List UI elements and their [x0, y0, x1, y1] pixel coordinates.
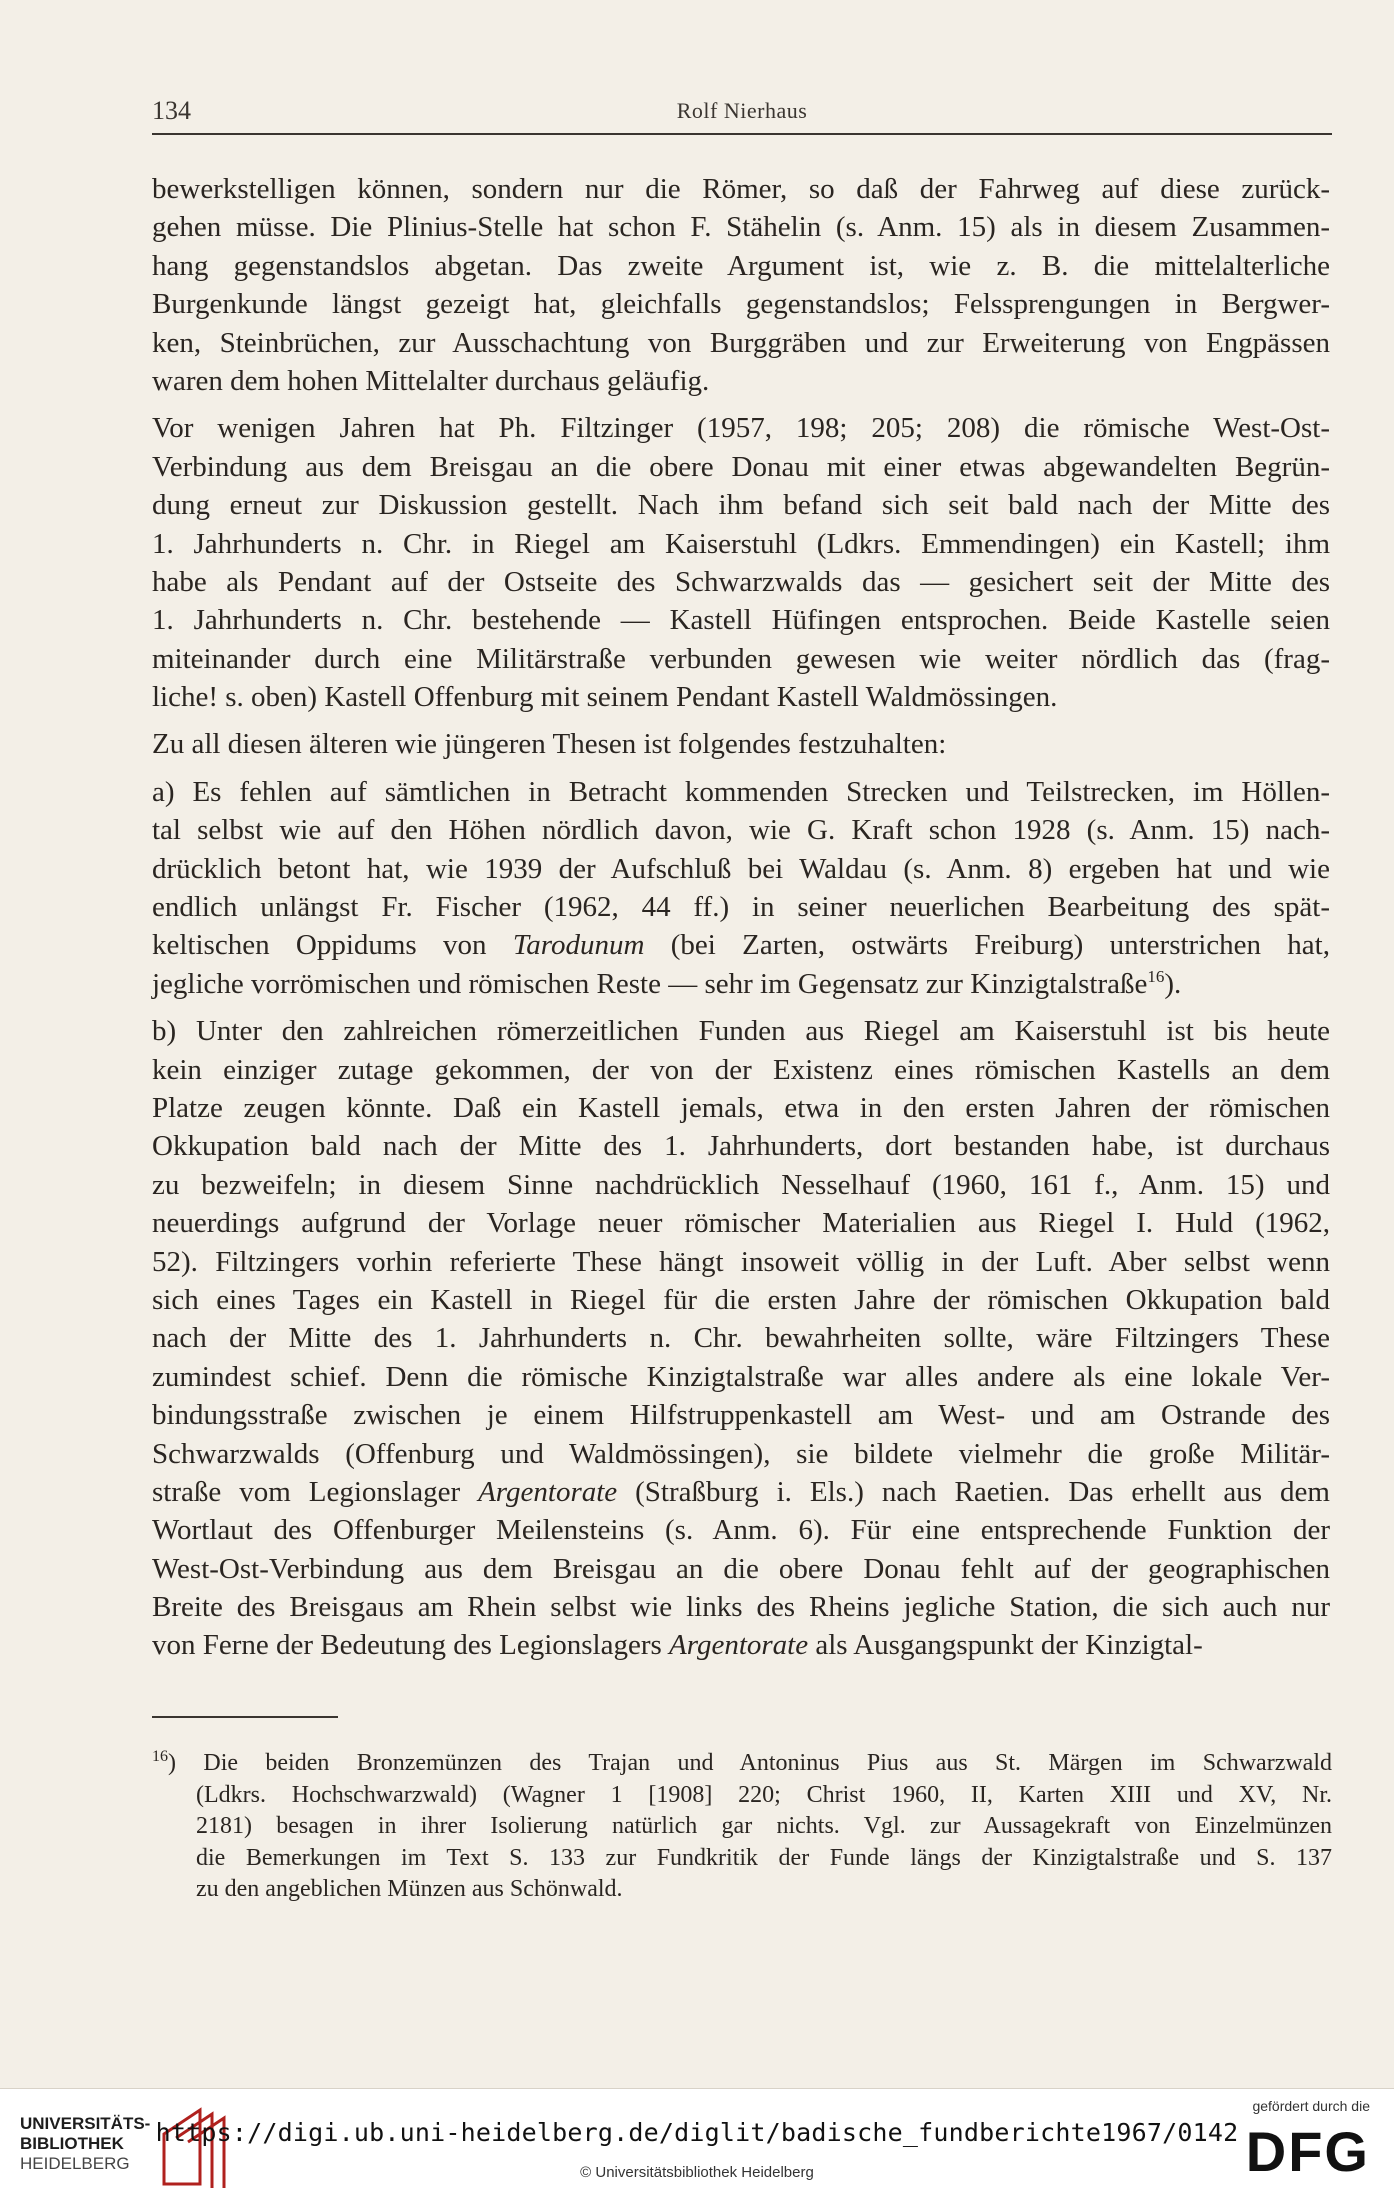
text-line: drücklich betont hat, wie 1939 der Aufschluß bei Waldau (s. Anm. 8) ergeben hat und wie — [152, 852, 1330, 885]
text-line: jegliche vorrömischen und römischen Reste — sehr im Gegensatz zur Kinzigtalstraße$^{16}$). — [152, 966, 1182, 1000]
text-line: a) Es fehlen auf sämtlichen in Betracht kommenden Strecken und Teilstrecken, im Höllen- — [152, 775, 1330, 808]
page-number: 134 — [152, 96, 191, 125]
text-line: 1. Jahrhunderts n. Chr. in Riegel am Kaiserstuhl (Ldkrs. Emmendingen) ein Kastell; ihm — [152, 527, 1330, 560]
paragraph — [152, 409, 1330, 716]
italic-term: Tarodunum — [512, 929, 645, 962]
library-name-line: UNIVERSITÄTS- — [20, 2114, 151, 2133]
footnote-text: Die beiden Bronzemünzen des Trajan und Antoninus Pius aus St. Märgen im Schwarzwald — [203, 1750, 1332, 1776]
text-line: nach der Mitte des 1. Jahrhunderts n. Chr. bewahrheiten sollte, wäre Filtzingers These — [152, 1322, 1330, 1355]
text-line: b) Unter den zahlreichen römerzeitlichen Funden aus Riegel am Kaiserstuhl ist bis heute — [152, 1015, 1330, 1048]
paragraph — [152, 725, 1330, 763]
text-line: von Ferne der Bedeutung des Legionslagers Argentorate als Ausgangspunkt der Kinzigtal- — [152, 1629, 1203, 1662]
text-line: zu bezweifeln; in diesem Sinne nachdrücklich Nesselhauf (1960, 161 f., Anm. 15) und — [152, 1168, 1330, 1201]
running-title: Rolf Nierhaus — [676, 98, 808, 123]
text-line: dung erneut zur Diskussion gestellt. Nach ihm befand sich seit bald nach der Mitte des — [152, 489, 1330, 522]
footnote-line: die Bemerkungen im Text S. 133 zur Fundkritik der Funde längs der Kinzigtalstraße und S. 137 — [196, 1844, 1332, 1871]
text-line: Wortlaut des Offenburger Meilensteins (s. Anm. 6). Für eine entsprechende Funktion der — [152, 1514, 1330, 1547]
text-line: 1. Jahrhunderts n. Chr. bestehende — Kastell Hüfingen entsprochen. Beide Kastelle seien — [152, 604, 1330, 637]
library-name-line: HEIDELBERG — [20, 2154, 130, 2173]
library-name-line: BIBLIOTHEK — [20, 2134, 124, 2153]
running-head — [152, 96, 1332, 136]
digitization-footer — [0, 2088, 1394, 2204]
text-line: bewerkstelligen können, sondern nur die Römer, so daß der Fahrweg auf diese zurück- — [152, 173, 1330, 205]
text-line: endlich unlängst Fr. Fischer (1962, 44 ff.) in seiner neuerlichen Bearbeitung des spät- — [152, 891, 1330, 924]
text-line: neuerdings aufgrund der Vorlage neuer römischer Materialien aus Riegel I. Huld (1962, — [152, 1207, 1330, 1240]
italic-term: Argentorate — [669, 1629, 809, 1662]
copyright-notice: © Universitätsbibliothek Heidelberg — [580, 2164, 814, 2181]
text-line: liche! s. oben) Kastell Offenburg mit seinem Pendant Kastell Waldmössingen. — [152, 681, 1058, 714]
footnote-reference[interactable]: 16 — [1147, 966, 1165, 986]
footnote-rule — [152, 1716, 338, 1718]
text-line: Okkupation bald nach der Mitte des 1. Jahrhunderts, dort bestanden habe, ist durchaus — [152, 1130, 1330, 1163]
source-url-link[interactable]: https://digi.ub.uni-heidelberg.de/diglit/badische_fundberichte1967/0142 — [155, 2118, 1239, 2147]
text-line: Breite des Breisgaus am Rhein selbst wie links des Rheins jegliche Station, die sich auch nur — [152, 1591, 1330, 1624]
footnote-line: (Ldkrs. Hochschwarzwald) (Wagner 1 [1908] 220; Christ 1960, II, Karten XIII und XV, Nr. — [196, 1781, 1332, 1808]
italic-term: Argentorate — [478, 1475, 618, 1508]
paragraph — [152, 1012, 1330, 1665]
text-line: zumindest schief. Denn die römische Kinzigtalstraße war alles andere als eine lokale Ver- — [152, 1360, 1330, 1393]
footnotes — [152, 1748, 1332, 1906]
text-line: miteinander durch eine Militärstraße verbunden gewesen wie weiter nördlich das (frag- — [152, 642, 1330, 675]
text-line: hang gegenstandslos abgetan. Das zweite Argument ist, wie z. B. die mittelalterliche — [152, 249, 1330, 282]
text-line: ken, Steinbrüchen, zur Ausschachtung von Burggräben und zur Erweiterung von Engpässen — [152, 326, 1330, 359]
text-line: habe als Pendant auf der Ostseite des Schwarzwalds das — gesichert seit der Mitte des — [152, 565, 1330, 598]
footnote-line: $^{16}$) Die beiden Bronzemünzen des Trajan und Antoninus Pius aus St. Märgen im Schwarzwald — [152, 1748, 1332, 1776]
text-line: Burgenkunde längst gezeigt hat, gleichfalls gegenstandslos; Felssprengungen in Bergwer- — [152, 288, 1330, 321]
dfg-funding[interactable] — [1220, 2098, 1370, 2194]
text-line: West-Ost-Verbindung aus dem Breisgau an die obere Donau fehlt auf der geographischen — [152, 1552, 1330, 1585]
text-line: Verbindung aus dem Breisgau an die obere Donau mit einer etwas abgewandelten Begrün- — [152, 450, 1330, 483]
text-line: bindungsstraße zwischen je einem Hilfstruppenkastell am West- und am Ostrande des — [152, 1399, 1330, 1432]
text-line: Platze zeugen könnte. Daß ein Kastell jemals, etwa in den ersten Jahren der römischen — [152, 1091, 1330, 1124]
dfg-logo: DFG — [1245, 2120, 1370, 2183]
footnote-line: zu den angeblichen Münzen aus Schönwald. — [196, 1876, 623, 1902]
text-line: Zu all diesen älteren wie jüngeren Thesen ist folgendes festzuhalten: — [152, 728, 947, 761]
footer-divider — [0, 2088, 1394, 2089]
body-text — [152, 170, 1330, 1674]
funding-note: gefördert durch die — [1252, 2098, 1370, 2114]
text-line: tal selbst wie auf den Höhen nördlich davon, wie G. Kraft schon 1928 (s. Anm. 15) nach- — [152, 814, 1330, 847]
paragraph — [152, 773, 1330, 1003]
text-line: waren dem hohen Mittelalter durchaus geläufig. — [152, 364, 710, 397]
footnote-marker: 16 — [152, 1748, 168, 1765]
paragraph — [152, 170, 1330, 400]
header-rule — [152, 133, 1332, 135]
text-line: kein einziger zutage gekommen, der von der Existenz eines römischen Kastells an dem — [152, 1053, 1330, 1086]
text-line: keltischen Oppidums von Tarodunum (bei Zarten, ostwärts Freiburg) unterstrichen hat, — [152, 929, 1330, 962]
text-line: gehen müsse. Die Plinius-Stelle hat schon F. Stähelin (s. Anm. 15) als in diesem Zusammen- — [152, 211, 1330, 244]
text-line: straße vom Legionslager Argentorate (Straßburg i. Els.) nach Raetien. Das erhellt aus dem — [152, 1475, 1330, 1508]
text-line: Schwarzwalds (Offenburg und Waldmössingen), sie bildete vielmehr die große Militär- — [152, 1437, 1330, 1470]
text-line: sich eines Tages ein Kastell in Riegel für die ersten Jahre der römischen Okkupation bald — [152, 1283, 1330, 1316]
text-line: Vor wenigen Jahren hat Ph. Filtzinger (1957, 198; 205; 208) die römische West-Ost- — [152, 412, 1330, 445]
footnote-line: 2181) besagen in ihrer Isolierung natürlich gar nichts. Vgl. zur Aussagekraft von Einzelmünzen — [196, 1813, 1332, 1839]
text-line: 52). Filtzingers vorhin referierte These hängt insoweit völlig in der Luft. Aber selbst wenn — [152, 1245, 1330, 1278]
